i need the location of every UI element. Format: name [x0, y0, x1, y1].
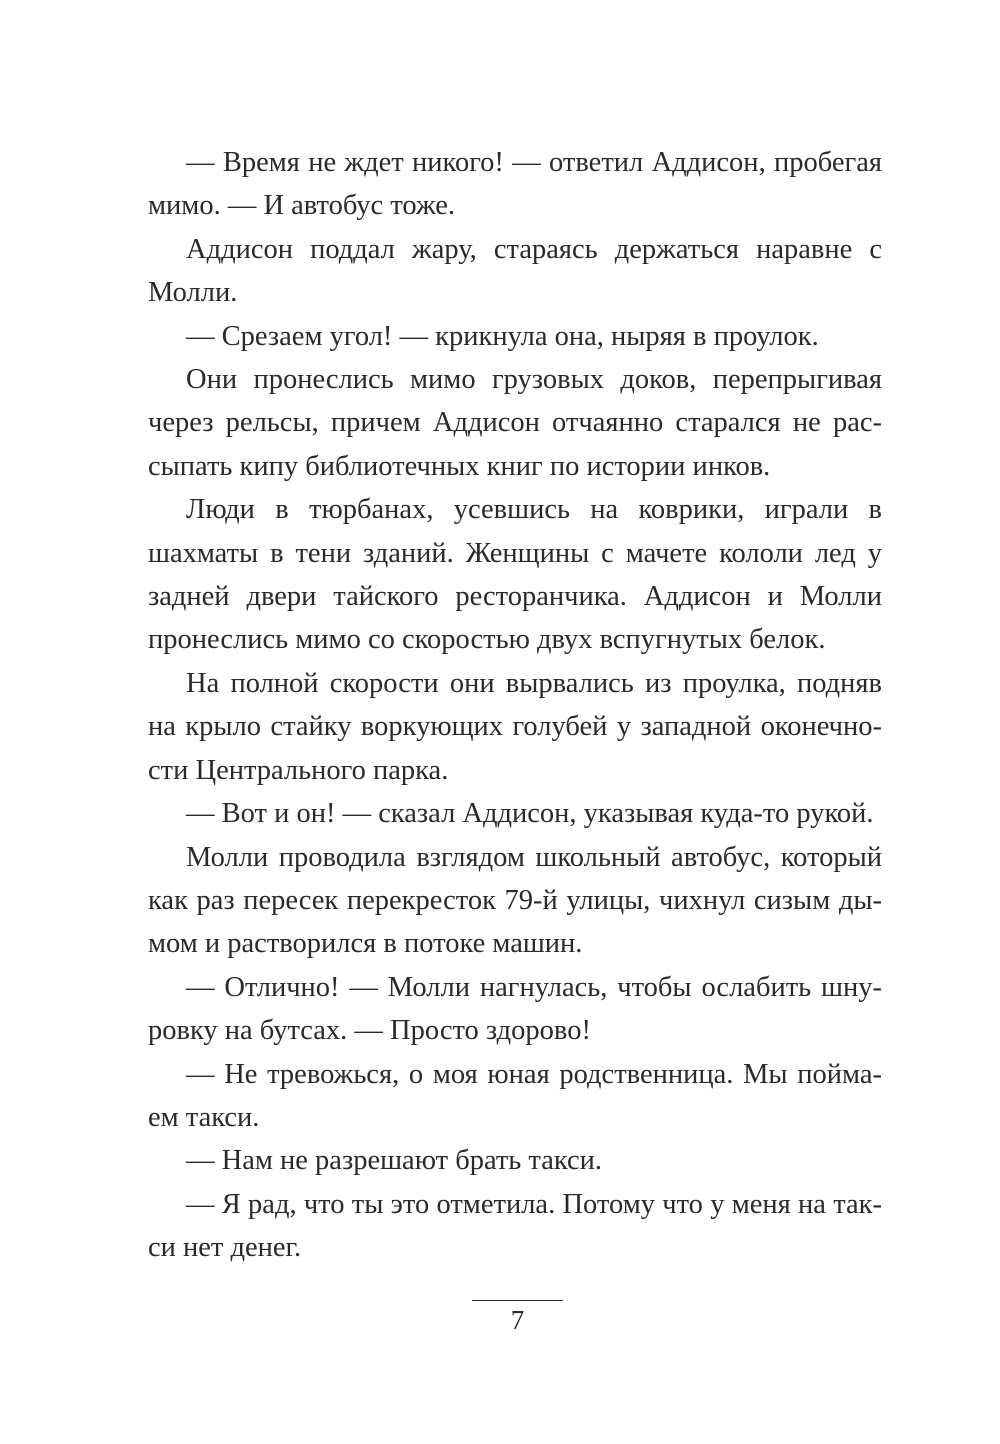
paragraph: Люди в тюрбанах, усевшись на коврики, играли в шахматы в тени зданий. Женщины с мачете кололи лед у задней двери тайского ресторанчика. Аддисон и Молли пронеслись мимо со скоростью двух вспугнутых белок.	[148, 494, 882, 656]
footer-divider	[472, 1300, 563, 1301]
paragraph: — Время не ждет никого! — ответил Аддисон, пробегая мимо. — И автобус тоже.	[148, 147, 882, 222]
paragraph: — Срезаем угол! — крикнула она, ныряя в проулок.	[186, 320, 819, 352]
paragraph: — Нам не разрешают брать такси.	[186, 1145, 603, 1177]
paragraph: Аддисон поддал жару, стараясь держаться наравне с Молли.	[148, 233, 882, 309]
paragraph: — Не тревожься, о моя юная родственница. Мы поймаем такси.	[148, 1058, 882, 1133]
paragraph: — Отлично! — Молли нагнулась, чтобы ослабить шнуровку на бутсах. — Просто здорово!	[148, 971, 882, 1047]
paragraph: Они пронеслись мимо грузовых доков, перепрыгивая через рельсы, причем Аддисон отчаянно старался не рассыпать кипу библиотечных книг по истории инков.	[148, 364, 882, 482]
paragraph: Молли проводила взглядом школьный автобус, который как раз пересек перекресток 79-й улицы, чихнул сизым дымом и растворился в потоке машин.	[148, 841, 882, 960]
paragraph: На полной скорости они вырвались из проулка, подняв на крыло стайку воркующих голубей у западной оконечности Центрального парка.	[148, 667, 882, 786]
paragraph: — Я рад, что ты это отметила. Потому что у меня на такси нет денег.	[148, 1188, 882, 1264]
page-number: 7	[510, 1305, 525, 1335]
body-text	[148, 141, 882, 1270]
paragraph: — Вот и он! — сказал Аддисон, указывая куда-то рукой.	[186, 798, 874, 830]
